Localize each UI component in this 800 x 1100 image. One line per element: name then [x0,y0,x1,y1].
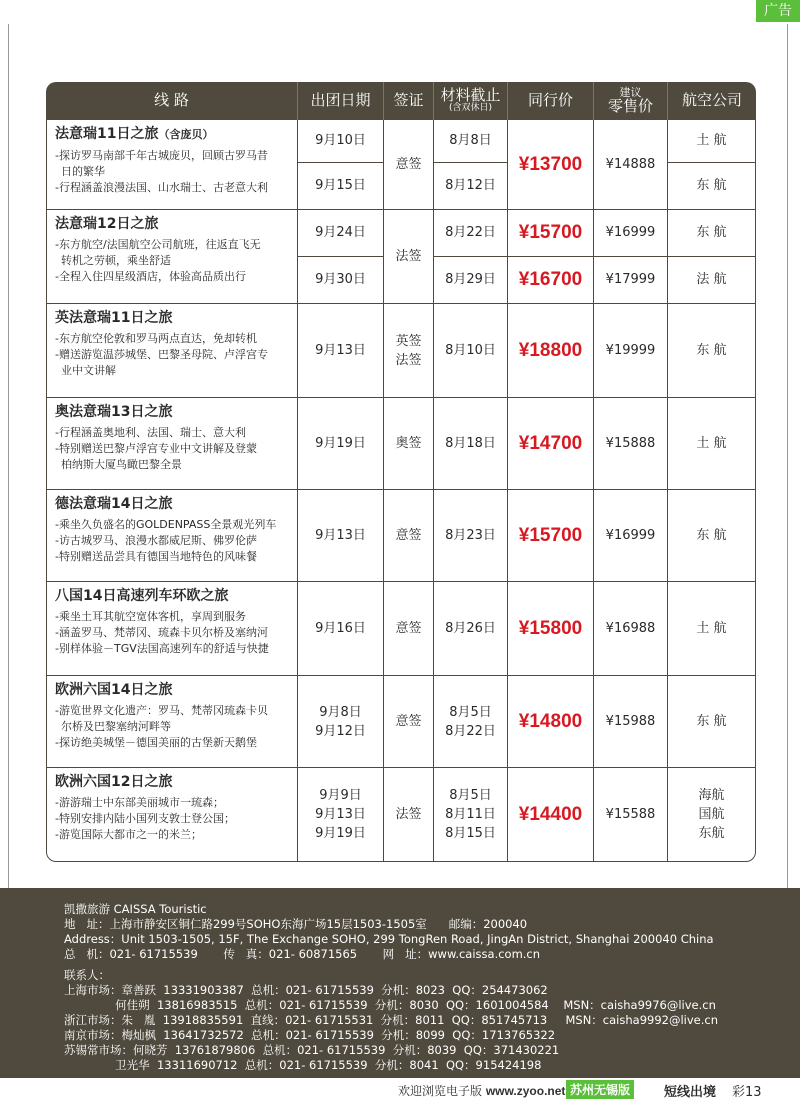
route-cell [46,490,298,582]
route-cell [46,676,298,768]
tour-detail: -东方航空伦敦和罗马两点直达，免却转机 [55,332,257,345]
table-row [46,768,756,862]
visa-cell: 法签 [384,768,434,862]
tour-detail: -行程涵盖浪漫法国、山水瑞士、古老意大利 [55,181,268,194]
header-visa: 签证 [384,82,434,120]
table-row [46,398,756,490]
deadline-cell: 8月29日 [434,257,508,304]
header-price: 同行价 [508,82,594,120]
visa-item: 法签 [395,352,422,368]
deadline-item: 8月5日 [449,704,492,720]
tour-note: （含庞贝） [158,128,214,141]
company-address-en: Address：Unit 1503-1505, 15F, The Exchange SOHO, 299 TongRen Road, JingAn District, Shanghai 200040 China [64,932,714,946]
tour-detail: -特别赠送品尝具有德国当地特色的风味餐 [55,550,257,563]
tour-detail: 尔桥及巴黎塞纳河畔等 [61,720,171,733]
welcome-label: 欢迎浏览电子版 [398,1084,483,1098]
tour-detail: 转机之劳顿，乘坐舒适 [61,254,171,267]
contacts-title: 联系人： [64,968,110,982]
deadline-cell: 8月23日 [434,490,508,582]
site-link[interactable]: www.zyoo.net [485,1084,566,1098]
date-cell: 9月16日 [298,582,384,676]
price-cell: ¥14800 [508,676,594,768]
contact-line: 卫光华 13311690712 总机：021- 61715539 分机：8041 QQ：915424198 [64,1058,542,1072]
table-header [46,82,756,120]
company-address-cn: 地 址：上海市静安区铜仁路299号SOHO东海广场15层1503-1505室 邮编：200040 [64,917,528,931]
tour-name: 欧洲六国14日之旅 [55,682,173,698]
tour-table [46,82,756,862]
deadline-cell: 8月10日 [434,304,508,398]
tour-name: 英法意瑞11日之旅 [55,310,173,326]
retail-cell: ¥14888 [594,120,668,210]
retail-cell: ¥15988 [594,676,668,768]
deadline-cell [434,676,508,768]
tour-name: 奥法意瑞13日之旅 [55,404,173,420]
airline-item: 东航 [698,826,725,841]
header-deadline-sub: (含双休日) [448,103,493,114]
date-cell: 9月10日 [298,120,384,163]
visa-cell [384,304,434,398]
welcome-text [398,1082,565,1099]
price-cell: ¥18800 [508,304,594,398]
header-retail [594,82,668,120]
table-row [46,210,756,257]
tour-detail: -乘坐久负盛名的GOLDENPASS全景观光列车 [55,518,277,531]
airline-cell: 东 航 [668,676,756,768]
table-row [46,676,756,768]
retail-cell: ¥16988 [594,582,668,676]
table-row [46,120,756,163]
deadline-cell: 8月8日 [434,120,508,163]
route-cell [46,304,298,398]
price-cell: ¥14700 [508,398,594,490]
tour-detail: -特别安排内陆小国列支敦士登公国； [55,812,235,825]
visa-item: 英签 [395,333,422,349]
page-footer-bar [0,1078,800,1100]
visa-cell: 意签 [384,490,434,582]
table-row [46,304,756,398]
tour-name: 欧洲六国12日之旅 [55,774,173,790]
date-cell: 9月24日 [298,210,384,257]
tour-detail: -全程入住四星级酒店，体验高品质出行 [55,270,246,283]
visa-cell: 意签 [384,120,434,210]
visa-cell: 意签 [384,676,434,768]
tour-name-text: 法意瑞11日之旅 [55,126,159,142]
price-cell: ¥13700 [508,120,594,210]
deadline-cell: 8月26日 [434,582,508,676]
airline-cell: 土 航 [668,582,756,676]
airline-cell: 土 航 [668,398,756,490]
date-cell: 9月30日 [298,257,384,304]
tour-detail: -行程涵盖奥地利、法国、瑞士、意大利 [55,426,246,439]
header-deadline-main: 材料截止 [440,86,501,105]
tour-detail: -东方航空/法国航空公司航班，往返直飞无 [55,238,261,251]
contact-footer [0,888,800,1078]
airline-cell: 东 航 [668,210,756,257]
table-row [46,490,756,582]
contact-line: 苏锡常市场：何晓芳 13761879806 总机：021- 61715539 分机：8039 QQ：371430221 [64,1043,560,1057]
tour-name: 八国14日高速列车环欧之旅 [55,588,229,604]
retail-cell: ¥17999 [594,257,668,304]
price-cell: ¥15700 [508,210,594,257]
price-cell: ¥15700 [508,490,594,582]
company-name: 凯撒旅游 CAISSA Touristic [64,902,207,916]
tour-detail: -探访绝美城堡－德国美丽的古堡新天鹅堡 [55,736,257,749]
header-date: 出团日期 [298,82,384,120]
date-cell: 9月13日 [298,304,384,398]
visa-cell: 奥签 [384,398,434,490]
tour-detail: 业中文讲解 [61,364,116,377]
date-cell [298,676,384,768]
date-cell: 9月15日 [298,163,384,210]
date-item: 9月8日 [319,704,362,720]
header-deadline [434,82,508,120]
tour-detail: 柏纳斯大厦鸟瞰巴黎全景 [61,458,182,471]
price-cell: ¥16700 [508,257,594,304]
tour-detail: -别样体验－TGV法国高速列车的舒适与快捷 [55,642,269,655]
tour-name: 法意瑞12日之旅 [55,216,159,232]
contact-line: 上海市场：章善跃 13331903387 总机：021- 61715539 分机：8023 QQ：254473062 [64,983,548,997]
airline-cell: 东 航 [668,304,756,398]
section-title: 短线出境 [664,1085,717,1100]
date-item: 9月13日 [315,807,366,822]
tour-detail: -乘坐土耳其航空宽体客机，享周到服务 [55,610,246,623]
route-cell [46,398,298,490]
deadline-item: 8月15日 [445,826,496,841]
tour-name [55,124,289,145]
airline-item: 海航 [698,788,725,803]
deadline-item: 8月5日 [449,788,492,803]
tour-detail: -游览世界文化遗产：罗马、梵蒂冈琉森卡贝 [55,704,268,717]
retail-cell: ¥15588 [594,768,668,862]
airline-cell [668,768,756,862]
contact-line: 何佳朔 13816983515 总机：021- 61715539 分机：8030 QQ：1601004584 MSN：caisha9976@live.cn [64,998,716,1012]
route-cell [46,120,298,210]
deadline-item: 8月22日 [445,723,496,739]
date-cell [298,768,384,862]
price-cell: ¥14400 [508,768,594,862]
route-cell [46,210,298,304]
ad-label: 广告 [756,0,800,22]
tour-detail: -探访罗马南部千年古城庞贝，回顾古罗马昔 [55,149,268,162]
tour-detail: -涵盖罗马、梵蒂冈、琉森卡贝尔桥及塞纳河 [55,626,268,639]
retail-cell: ¥19999 [594,304,668,398]
tour-detail: -游游瑞士中东部美丽城市一琉森； [55,796,224,809]
route-cell [46,582,298,676]
date-item: 9月9日 [319,788,362,803]
deadline-cell: 8月12日 [434,163,508,210]
deadline-cell: 8月18日 [434,398,508,490]
table-row [46,582,756,676]
tour-detail: -特别赠送巴黎卢浮宫专业中文讲解及登蒙 [55,442,257,455]
date-item: 9月19日 [315,826,366,841]
airline-item: 国航 [698,807,725,822]
deadline-cell: 8月22日 [434,210,508,257]
tour-detail: -赠送游览温莎城堡、巴黎圣母院、卢浮宫专 [55,348,268,361]
header-retail-line2: 零售价 [607,96,653,115]
airline-cell: 东 航 [668,163,756,210]
visa-cell: 法签 [384,210,434,304]
tour-name: 德法意瑞14日之旅 [55,496,173,512]
header-airline: 航空公司 [668,82,756,120]
retail-cell: ¥16999 [594,490,668,582]
tour-detail: -访古城罗马、浪漫水都威尼斯、佛罗伦萨 [55,534,257,547]
deadline-item: 8月11日 [445,807,496,822]
date-cell: 9月19日 [298,398,384,490]
retail-cell: ¥16999 [594,210,668,257]
visa-cell: 意签 [384,582,434,676]
contact-line: 南京市场：梅灿枫 13641732572 总机：021- 61715539 分机：8099 QQ：1713765322 [64,1028,556,1042]
date-cell: 9月13日 [298,490,384,582]
page-number: 彩13 [732,1085,762,1100]
route-cell [46,768,298,862]
header-route: 线 路 [46,82,298,120]
airline-cell: 东 航 [668,490,756,582]
date-item: 9月12日 [315,723,366,739]
retail-cell: ¥15888 [594,398,668,490]
tour-detail: -游览国际大都市之一的米兰； [55,828,202,841]
airline-cell: 土 航 [668,120,756,163]
tour-detail: 日的繁华 [61,165,105,178]
airline-cell: 法 航 [668,257,756,304]
edition-badge: 苏州无锡版 [566,1080,634,1099]
price-cell: ¥15800 [508,582,594,676]
deadline-cell [434,768,508,862]
header-retail-line1: 建议 [619,86,642,100]
contact-line: 浙江市场：朱 胤 13918835591 直线：021- 61715531 分机：8011 QQ：851745713 MSN：caisha9992@live.cn [64,1013,718,1027]
company-phone: 总 机：021- 61715539 传 真：021- 60871565 网 址：www.caissa.com.cn [64,947,541,961]
